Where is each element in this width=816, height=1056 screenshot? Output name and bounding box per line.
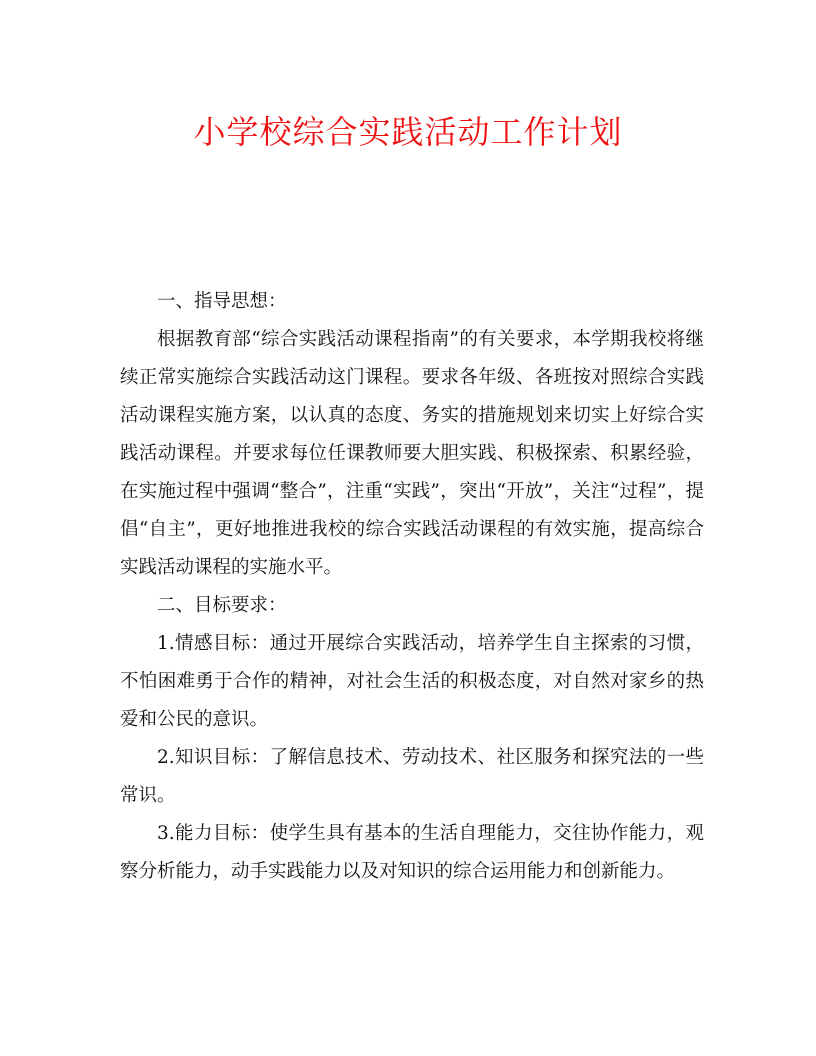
paragraph-knowledge-goal: 2.知识目标：了解信息技术、劳动技术、社区服务和探究法的一些常识。 xyxy=(120,747,704,806)
document-title: 小学校综合实践活动工作计划 xyxy=(193,113,623,151)
section-heading-guiding-ideology: 一、指导思想： xyxy=(157,291,287,312)
paragraph-ability-goal: 3.能力目标：使学生具有基本的生活自理能力，交往协作能力，观察分析能力，动手实践能力以及对知识的综合运用能力和创新能力。 xyxy=(120,823,704,882)
paragraph-emotional-goal: 1.情感目标：通过开展综合实践活动，培养学生自主探索的习惯，不怕困难勇于合作的精神，对社会生活的积极态度，对自然对家乡的热爱和公民的意识。 xyxy=(120,633,704,730)
document-body xyxy=(120,283,704,891)
paragraph-guiding-ideology: 根据教育部“综合实践活动课程指南”的有关要求，本学期我校将继续正常实施综合实践活动这门课程。要求各年级、各班按对照综合实践活动课程实施方案，以认真的态度、务实的措施规划来切实上好综合实践活动课程。并要求每位任课教师要大胆实践、积极探索、积累经验，在实施过程中强调“整合”，注重“实践”，突出“开放”，关注“过程”，提倡“自主”，更好地推进我校的综合实践活动课程的有效实施，提高综合实践活动课程的实施水平。 xyxy=(120,329,704,578)
section-heading-goals: 二、目标要求： xyxy=(157,595,287,616)
